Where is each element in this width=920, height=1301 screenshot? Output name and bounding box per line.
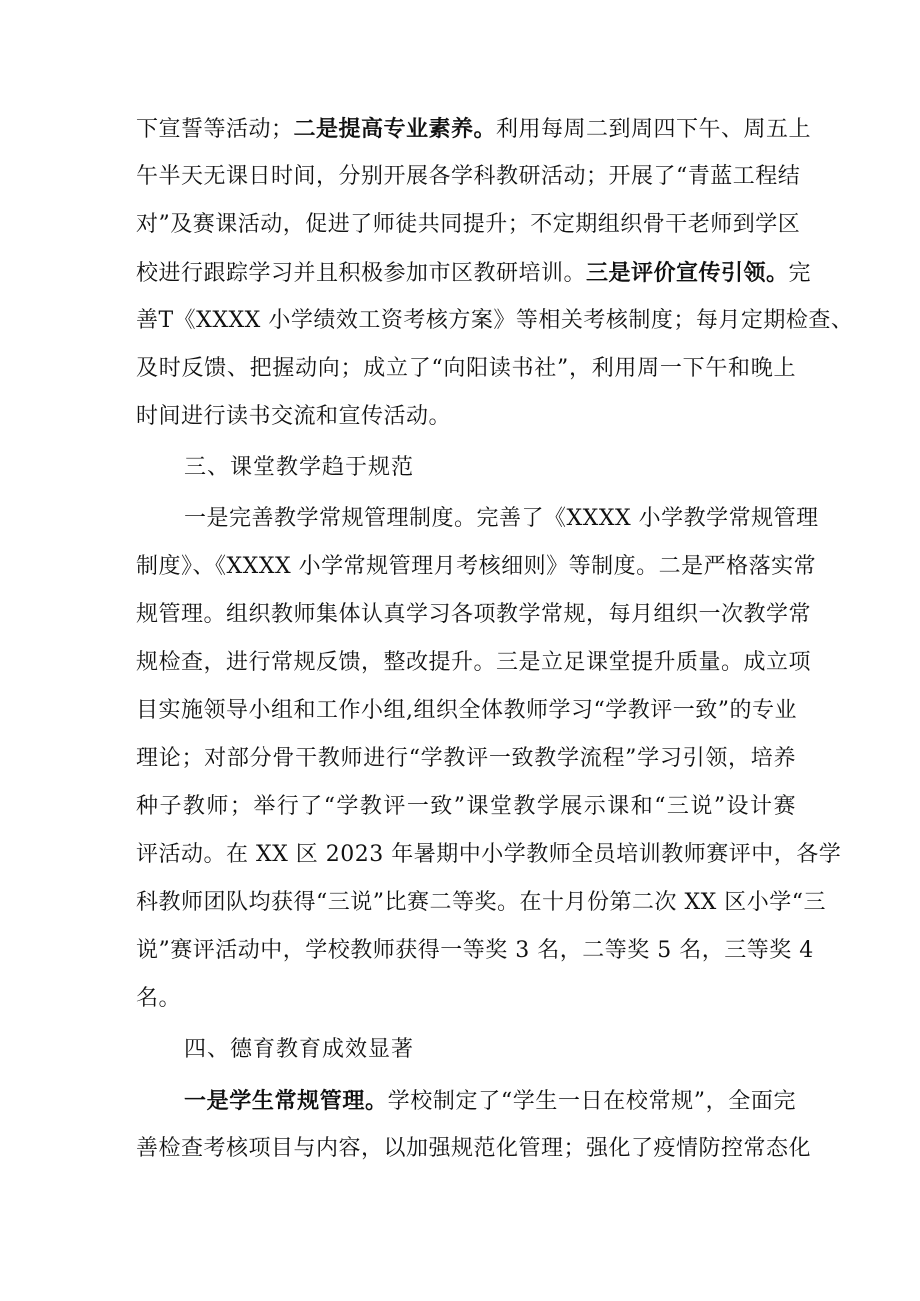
paragraph-line: 规管理。组织教师集体认真学习各项教学常规，每月组织一次教学常: [136, 602, 812, 627]
bold-phrase: 三是评价宣传引领。: [586, 260, 789, 286]
section-heading: 四、德育教育成效显著: [184, 1037, 415, 1062]
section-heading: 三、课堂教学趋于规范: [184, 455, 415, 480]
bold-phrase: 二是提高专业素养。: [293, 116, 497, 142]
text-run: 利用每周二到周四下午、周五上: [496, 117, 812, 142]
paragraph-line: 说”赛评活动中，学校教师获得一等奖 3 名，二等奖 5 名，三等奖 4: [136, 938, 814, 963]
paragraph-line: 制度》、《XXXX 小学常规管理月考核细则》等制度。二是严格落实常: [136, 554, 817, 579]
paragraph-line: [136, 115, 812, 144]
paragraph-line: 善T《XXXX 小学绩效工资考核方案》等相关考核制度；每月定期检查、: [136, 308, 854, 333]
paragraph-line: 午半天无课日时间，分别开展各学科教研活动；开展了“青蓝工程结: [136, 164, 801, 189]
text-run: 完: [788, 261, 812, 286]
paragraph-line: 目实施领导小组和工作小组,组织全体教师学习“学教评一致”的专业: [136, 698, 797, 723]
paragraph-line: 规检查，进行常规反馈，整改提升。三是立足课堂提升质量。成立项: [136, 650, 812, 675]
text-run: 学校制定了“学生一日在校常规”，全面完: [387, 1089, 796, 1114]
bold-phrase: 一是学生常规管理。: [184, 1088, 388, 1114]
text-run: 下宣誓等活动；: [136, 117, 294, 142]
paragraph-line: 评活动。在 XX 区 2023 年暑期中小学教师全员培训教师赛评中，各学: [136, 842, 842, 867]
paragraph-line: [136, 259, 812, 288]
paragraph-line: 对”及赛课活动，促进了师徒共同提升；不定期组织骨干老师到学区: [136, 212, 801, 237]
paragraph-line: 理论；对部分骨干教师进行“学教评一致教学流程”学习引领，培养: [136, 746, 796, 771]
paragraph-line: [184, 1087, 796, 1116]
paragraph-line: 名。: [136, 986, 182, 1011]
text-run: 校进行跟踪学习并且积极参加市区教研培训。: [136, 261, 587, 286]
paragraph-line: 一是完善教学常规管理制度。完善了《XXXX 小学教学常规管理: [184, 506, 819, 531]
paragraph-line: 时间进行读书交流和宣传活动。: [136, 404, 452, 429]
paragraph-line: 科教师团队均获得“三说”比赛二等奖。在十月份第二次 XX 区小学“三: [136, 890, 827, 915]
paragraph-line: 及时反馈、把握动向；成立了“向阳读书社”，利用周一下午和晚上: [136, 356, 796, 381]
paragraph-line: 善检查考核项目与内容，以加强规范化管理；强化了疫情防控常态化: [136, 1136, 812, 1161]
paragraph-line: 种子教师；举行了“学教评一致”课堂教学展示课和“三说”设计赛: [136, 794, 796, 819]
